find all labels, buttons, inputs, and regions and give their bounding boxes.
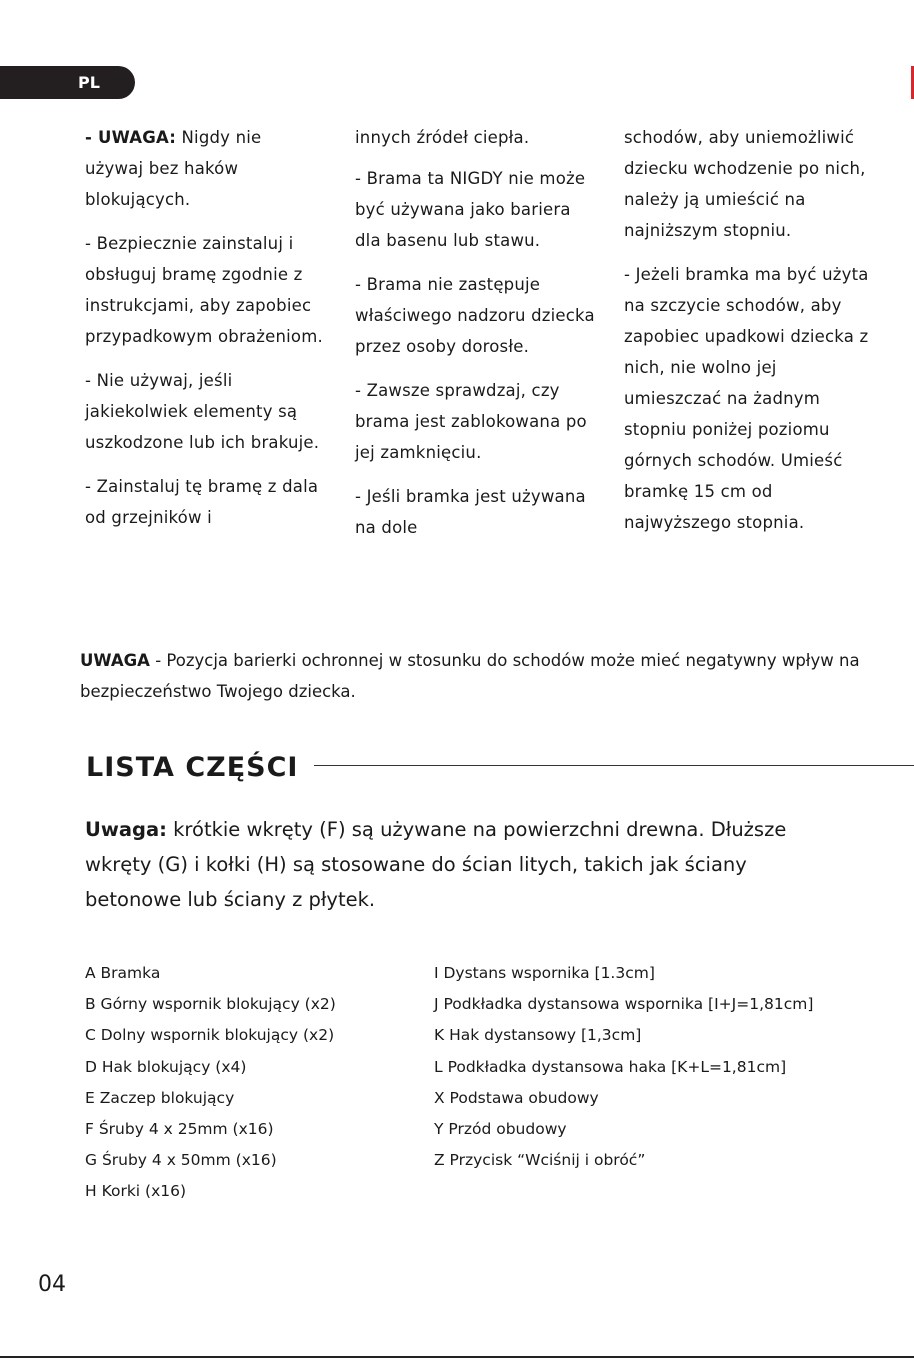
- warning-paragraph: - Zainstaluj tę bramę z dala od grzejników i: [85, 477, 319, 527]
- warning-paragraph: - Jeżeli bramka ma być użyta na szczycie schodów, aby zapobiec upadkowi dziecka z nich, nie wolno jej umieszczać na żadnym stopniu poniżej poziomu górnych schodów. Umieść bramkę 15 cm od najwyższego stopnia.: [624, 265, 869, 532]
- page-number: 04: [38, 1272, 66, 1297]
- part-item: A Bramka: [85, 964, 161, 982]
- part-item: E Zaczep blokujący: [85, 1088, 235, 1107]
- title-divider: [314, 765, 914, 766]
- stairs-position-warning: [80, 645, 870, 707]
- warning-paragraph: - Nie używaj, jeśli jakiekolwiek elementy są uszkodzone lub ich brakuje.: [85, 371, 320, 452]
- part-item: I Dystans wspornika [1.3cm]: [434, 964, 655, 982]
- language-tab: [0, 66, 135, 99]
- warning-paragraph: - Zawsze sprawdzaj, czy brama jest zablokowana po jej zamknięciu.: [355, 381, 587, 462]
- warning-text: Nigdy nie używaj bez haków blokujących.: [85, 128, 262, 209]
- language-label: PL: [78, 73, 100, 92]
- warning-paragraph: - Jeśli bramka jest używana na dole: [355, 487, 586, 537]
- warning-paragraph: schodów, aby uniemożliwić dziecku wchodzenie po nich, należy ją umieścić na najniższym stopniu.: [624, 128, 866, 240]
- section-title: LISTA CZĘŚCI: [86, 752, 299, 783]
- warnings-columns: [0, 122, 914, 622]
- warning-paragraph: - Brama ta NIGDY nie może być używana jako bariera dla basenu lub stawu.: [355, 169, 586, 250]
- part-item: J Podkładka dystansowa wspornika [I+J=1,81cm]: [434, 995, 814, 1014]
- warnings-column-3: [624, 122, 869, 551]
- warning-paragraph: innych źródeł ciepła.: [355, 128, 530, 147]
- bottom-divider: [0, 1356, 914, 1358]
- warnings-column-2: [355, 122, 595, 556]
- part-item: Z Przycisk “Wciśnij i obróć”: [434, 1151, 646, 1170]
- warning-paragraph: - Bezpiecznie zainstaluj i obsługuj bramę zgodnie z instrukcjami, aby zapobiec przypadkowym obrażeniom.: [85, 234, 323, 346]
- part-item: Y Przód obudowy: [434, 1120, 567, 1139]
- part-item: K Hak dystansowy [1,3cm]: [434, 1026, 642, 1045]
- part-item: F Śruby 4 x 25mm (x16): [85, 1120, 274, 1139]
- warning-text: - Pozycja barierki ochronnej w stosunku do schodów może mieć negatywny wpływ na bezpieczeństwo Twojego dziecka.: [80, 651, 860, 701]
- warning-paragraph: [85, 122, 325, 215]
- part-item: C Dolny wspornik blokujący (x2): [85, 1026, 335, 1045]
- screws-note: [85, 812, 845, 917]
- warnings-column-1: [85, 122, 325, 546]
- part-item: L Podkładka dystansowa haka [K+L=1,81cm]: [434, 1057, 787, 1076]
- warning-label: - UWAGA:: [85, 128, 177, 147]
- note-text: krótkie wkręty (F) są używane na powierzchni drewna. Dłuższe wkręty (G) i kołki (H) są stosowane do ścian litych, takich jak ściany betonowe lub ściany z płytek.: [85, 818, 787, 911]
- part-item: D Hak blokujący (x4): [85, 1057, 247, 1076]
- part-item: X Podstawa obudowy: [434, 1088, 599, 1107]
- note-label: Uwaga:: [85, 818, 167, 841]
- warning-label: UWAGA: [80, 651, 150, 670]
- part-item: H Korki (x16): [85, 1182, 187, 1201]
- part-item: G Śruby 4 x 50mm (x16): [85, 1151, 277, 1170]
- part-item: B Górny wspornik blokujący (x2): [85, 995, 336, 1014]
- parts-list-right: [434, 958, 874, 1176]
- warning-paragraph: - Brama nie zastępuje właściwego nadzoru dziecka przez osoby dorosłe.: [355, 275, 595, 356]
- parts-list-left: [85, 958, 405, 1208]
